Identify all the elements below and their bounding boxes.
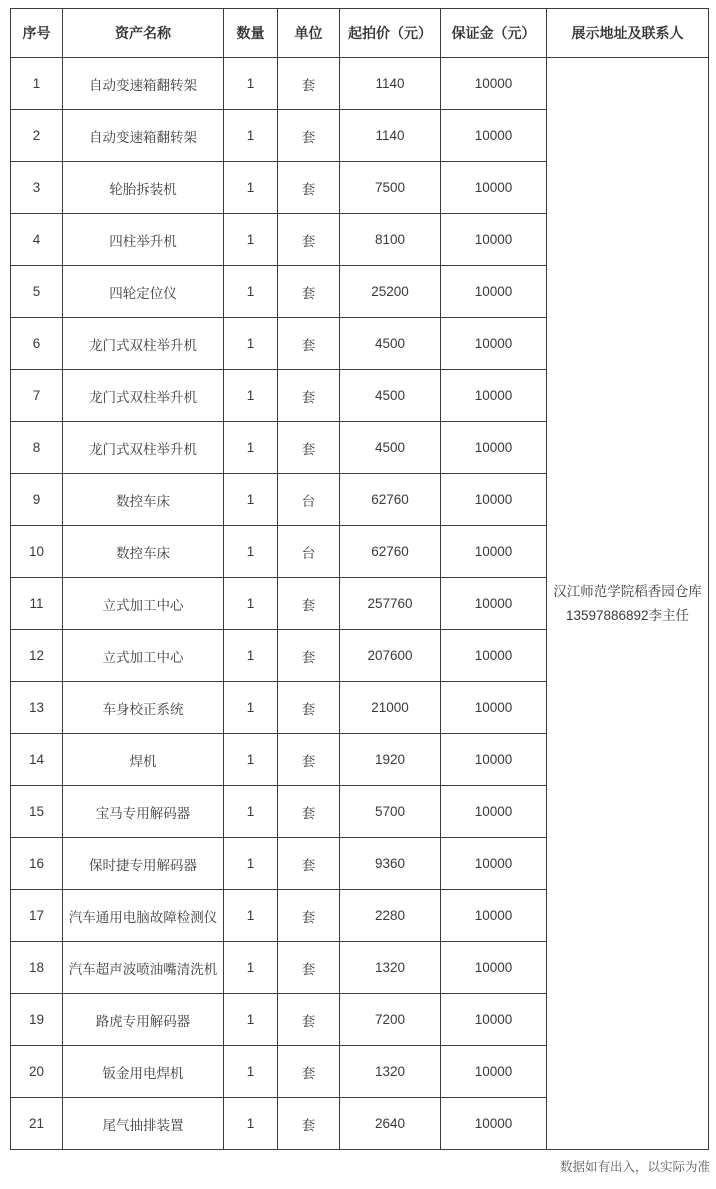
row-unit: 套 bbox=[278, 942, 340, 994]
row-deposit: 10000 bbox=[441, 214, 547, 266]
header-starting-price: 起拍价（元） bbox=[340, 9, 441, 58]
row-asset-name: 自动变速箱翻转架 bbox=[63, 110, 224, 162]
row-unit: 套 bbox=[278, 58, 340, 110]
row-starting-price: 1320 bbox=[340, 942, 441, 994]
row-starting-price: 5700 bbox=[340, 786, 441, 838]
row-serial-number: 11 bbox=[11, 578, 63, 630]
row-serial-number: 9 bbox=[11, 474, 63, 526]
header-asset-name: 资产名称 bbox=[63, 9, 224, 58]
row-deposit: 10000 bbox=[441, 1098, 547, 1150]
row-unit: 套 bbox=[278, 994, 340, 1046]
row-starting-price: 2640 bbox=[340, 1098, 441, 1150]
row-deposit: 10000 bbox=[441, 266, 547, 318]
row-unit: 台 bbox=[278, 526, 340, 578]
row-quantity: 1 bbox=[224, 682, 278, 734]
row-starting-price: 21000 bbox=[340, 682, 441, 734]
row-serial-number: 8 bbox=[11, 422, 63, 474]
row-deposit: 10000 bbox=[441, 58, 547, 110]
row-asset-name: 汽车超声波喷油嘴清洗机 bbox=[63, 942, 224, 994]
row-serial-number: 21 bbox=[11, 1098, 63, 1150]
row-starting-price: 4500 bbox=[340, 422, 441, 474]
row-starting-price: 25200 bbox=[340, 266, 441, 318]
row-serial-number: 1 bbox=[11, 58, 63, 110]
row-asset-name: 四轮定位仪 bbox=[63, 266, 224, 318]
row-asset-name: 龙门式双柱举升机 bbox=[63, 318, 224, 370]
header-unit: 单位 bbox=[278, 9, 340, 58]
row-deposit: 10000 bbox=[441, 370, 547, 422]
row-starting-price: 1920 bbox=[340, 734, 441, 786]
row-asset-name: 数控车床 bbox=[63, 474, 224, 526]
footer-disclaimer: 数据如有出入，以实际为准 bbox=[559, 1160, 710, 1174]
row-deposit: 10000 bbox=[441, 162, 547, 214]
row-quantity: 1 bbox=[224, 422, 278, 474]
row-quantity: 1 bbox=[224, 266, 278, 318]
row-serial-number: 5 bbox=[11, 266, 63, 318]
row-serial-number: 4 bbox=[11, 214, 63, 266]
row-unit: 套 bbox=[278, 162, 340, 214]
row-deposit: 10000 bbox=[441, 838, 547, 890]
row-deposit: 10000 bbox=[441, 890, 547, 942]
row-starting-price: 62760 bbox=[340, 526, 441, 578]
row-starting-price: 4500 bbox=[340, 318, 441, 370]
row-asset-name: 路虎专用解码器 bbox=[63, 994, 224, 1046]
row-quantity: 1 bbox=[224, 734, 278, 786]
row-unit: 套 bbox=[278, 838, 340, 890]
row-serial-number: 10 bbox=[11, 526, 63, 578]
row-unit: 套 bbox=[278, 786, 340, 838]
row-unit: 套 bbox=[278, 266, 340, 318]
row-deposit: 10000 bbox=[441, 474, 547, 526]
row-serial-number: 2 bbox=[11, 110, 63, 162]
row-asset-name: 宝马专用解码器 bbox=[63, 786, 224, 838]
contact-phone-line: 13597886892李主任 bbox=[565, 607, 690, 623]
row-deposit: 10000 bbox=[441, 786, 547, 838]
row-serial-number: 15 bbox=[11, 786, 63, 838]
row-asset-name: 保时捷专用解码器 bbox=[63, 838, 224, 890]
row-asset-name: 焊机 bbox=[63, 734, 224, 786]
asset-auction-table bbox=[10, 8, 709, 1150]
row-quantity: 1 bbox=[224, 474, 278, 526]
row-unit: 套 bbox=[278, 370, 340, 422]
header-deposit: 保证金（元） bbox=[441, 9, 547, 58]
row-starting-price: 7500 bbox=[340, 162, 441, 214]
row-unit: 套 bbox=[278, 682, 340, 734]
row-starting-price: 4500 bbox=[340, 370, 441, 422]
row-unit: 套 bbox=[278, 630, 340, 682]
row-quantity: 1 bbox=[224, 838, 278, 890]
row-quantity: 1 bbox=[224, 578, 278, 630]
row-quantity: 1 bbox=[224, 162, 278, 214]
row-serial-number: 13 bbox=[11, 682, 63, 734]
row-deposit: 10000 bbox=[441, 994, 547, 1046]
row-asset-name: 车身校正系统 bbox=[63, 682, 224, 734]
row-deposit: 10000 bbox=[441, 734, 547, 786]
row-serial-number: 14 bbox=[11, 734, 63, 786]
row-quantity: 1 bbox=[224, 370, 278, 422]
row-serial-number: 20 bbox=[11, 1046, 63, 1098]
header-serial-number: 序号 bbox=[11, 9, 63, 58]
row-unit: 套 bbox=[278, 1046, 340, 1098]
row-quantity: 1 bbox=[224, 214, 278, 266]
table-header-row bbox=[11, 9, 709, 58]
row-starting-price: 257760 bbox=[340, 578, 441, 630]
row-quantity: 1 bbox=[224, 318, 278, 370]
row-starting-price: 207600 bbox=[340, 630, 441, 682]
row-asset-name: 立式加工中心 bbox=[63, 578, 224, 630]
row-deposit: 10000 bbox=[441, 630, 547, 682]
row-starting-price: 62760 bbox=[340, 474, 441, 526]
row-deposit: 10000 bbox=[441, 110, 547, 162]
row-deposit: 10000 bbox=[441, 682, 547, 734]
row-asset-name: 汽车通用电脑故障检测仪 bbox=[63, 890, 224, 942]
row-deposit: 10000 bbox=[441, 1046, 547, 1098]
row-quantity: 1 bbox=[224, 942, 278, 994]
row-quantity: 1 bbox=[224, 110, 278, 162]
row-quantity: 1 bbox=[224, 630, 278, 682]
row-starting-price: 8100 bbox=[340, 214, 441, 266]
row-deposit: 10000 bbox=[441, 578, 547, 630]
row-quantity: 1 bbox=[224, 1098, 278, 1150]
row-asset-name: 四柱举升机 bbox=[63, 214, 224, 266]
row-asset-name: 尾气抽排装置 bbox=[63, 1098, 224, 1150]
header-address-contact: 展示地址及联系人 bbox=[547, 9, 709, 58]
address-contact-cell bbox=[547, 58, 709, 1150]
row-quantity: 1 bbox=[224, 786, 278, 838]
row-deposit: 10000 bbox=[441, 422, 547, 474]
row-asset-name: 数控车床 bbox=[63, 526, 224, 578]
row-quantity: 1 bbox=[224, 890, 278, 942]
row-unit: 套 bbox=[278, 890, 340, 942]
row-serial-number: 16 bbox=[11, 838, 63, 890]
row-starting-price: 1140 bbox=[340, 110, 441, 162]
row-serial-number: 18 bbox=[11, 942, 63, 994]
row-serial-number: 19 bbox=[11, 994, 63, 1046]
row-unit: 台 bbox=[278, 474, 340, 526]
row-asset-name: 龙门式双柱举升机 bbox=[63, 370, 224, 422]
row-quantity: 1 bbox=[224, 994, 278, 1046]
row-asset-name: 钣金用电焊机 bbox=[63, 1046, 224, 1098]
row-deposit: 10000 bbox=[441, 318, 547, 370]
row-asset-name: 轮胎拆装机 bbox=[63, 162, 224, 214]
row-unit: 套 bbox=[278, 110, 340, 162]
row-asset-name: 龙门式双柱举升机 bbox=[63, 422, 224, 474]
row-serial-number: 12 bbox=[11, 630, 63, 682]
row-quantity: 1 bbox=[224, 526, 278, 578]
row-serial-number: 3 bbox=[11, 162, 63, 214]
row-unit: 套 bbox=[278, 578, 340, 630]
row-quantity: 1 bbox=[224, 1046, 278, 1098]
row-unit: 套 bbox=[278, 318, 340, 370]
header-quantity: 数量 bbox=[224, 9, 278, 58]
row-asset-name: 自动变速箱翻转架 bbox=[63, 58, 224, 110]
contact-address-line: 汉江师范学院稻香园仓库 bbox=[553, 583, 702, 599]
row-serial-number: 6 bbox=[11, 318, 63, 370]
row-starting-price: 2280 bbox=[340, 890, 441, 942]
row-starting-price: 9360 bbox=[340, 838, 441, 890]
row-starting-price: 1140 bbox=[340, 58, 441, 110]
row-serial-number: 7 bbox=[11, 370, 63, 422]
row-unit: 套 bbox=[278, 1098, 340, 1150]
row-unit: 套 bbox=[278, 734, 340, 786]
row-deposit: 10000 bbox=[441, 526, 547, 578]
row-unit: 套 bbox=[278, 422, 340, 474]
row-starting-price: 7200 bbox=[340, 994, 441, 1046]
row-deposit: 10000 bbox=[441, 942, 547, 994]
row-asset-name: 立式加工中心 bbox=[63, 630, 224, 682]
row-unit: 套 bbox=[278, 214, 340, 266]
row-serial-number: 17 bbox=[11, 890, 63, 942]
row-quantity: 1 bbox=[224, 58, 278, 110]
row-starting-price: 1320 bbox=[340, 1046, 441, 1098]
table-row bbox=[11, 58, 709, 110]
